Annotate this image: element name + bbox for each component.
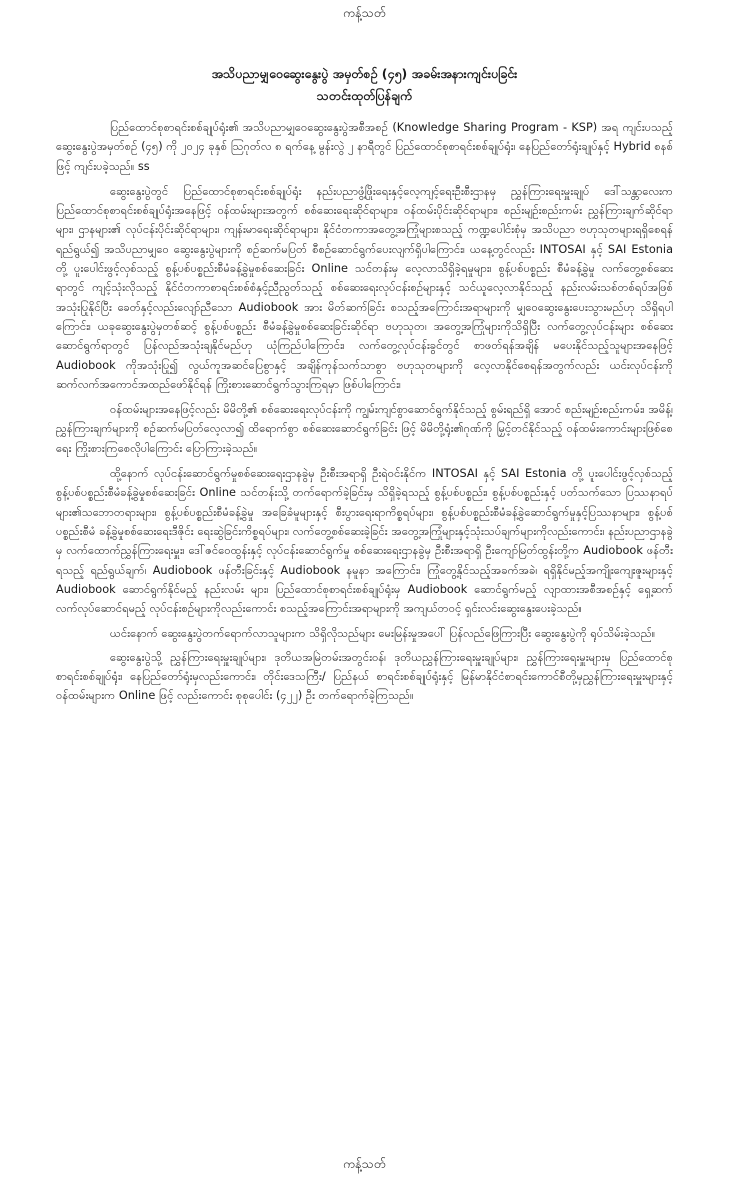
paragraph-5: ယင်းနောက် ဆွေးနွေးပွဲတက်ရောက်လာသူများက သိရှိလိုသည်များ မေးမြန်းမှုအပေါ် ပြန်လည်ဖြေကြားပြီး ဆွေးနွေးပွဲကို ရုပ်သိမ်းခဲ့သည်။: [110, 627, 656, 641]
classification-footer: ကန့်သတ်: [343, 1156, 386, 1171]
paragraph-1: ပြည်ထောင်စုစာရင်းစစ်ချုပ်ရုံး၏ အသိပညာမျှဝေဆွေးနွေးပွဲအစီအစဉ် (Knowledge Sharing Program - KSP) အရ ကျင်းပသည့် ဆွေးနွေးပွဲအမှတ်စဉ် (၄၅) ကို ၂၀၂၄ ခုနှစ် ဩဂုတ်လ ၈ ရက်နေ့ မွန်းလွဲ ၂ နာရီတွင် ပြည်ထောင်စုစာရင်းစစ်ချုပ်ရုံး၊ နေပြည်တော်ရုံးချုပ်နှင့် Hybrid စနစ်ဖြင့် ကျင်းပခဲ့သည်။ ss: [56, 121, 673, 173]
paragraph-4: ထို့နောက် လုပ်ငန်းဆောင်ရွက်မှုစစ်ဆေးရေးဌာနခွဲမှ ဦးစီးအရာရှိ ဦးရဲဝင်းနိုင်က INTOSAI နှင့် SAI Estonia တို့ ပူးပေါင်းဖွင့်လှစ်သည့် စွန့်ပစ်ပစ္စည်းစီမံခန့်ခွဲမှုစစ်ဆေးခြင်း Online သင်တန်းသို့ တက်ရောက်ခဲ့ခြင်းမှ သိရှိခဲ့ရသည့် စွန့်ပစ်ပစ္စည်း၊ စွန့်ပစ်ပစ္စည်းနှင့် ပတ်သက်သော ပြဿနာရပ်များ၏သဘောတရားများ၊ စွန့်ပစ်ပစ္စည်းစီမံခန့်ခွဲမှု အခြေခံမူများနှင့် စီးပွားရေးရာကိစ္စရပ်များ၊ စွန့်ပစ်ပစ္စည်းစီမံခန့်ခွဲဆောင်ရွက်မှုနှင့်ပြဿနာများ၊ စွန့်ပစ်ပစ္စည်းစီမံ ခန့်ခွဲမှုစစ်ဆေးရေးဒီဇိုင်း ရေးဆွဲခြင်းကိစ္စရပ်များ၊ လက်တွေ့စစ်ဆေးခဲ့ခြင်း အတွေ့အကြုံများနှင့်သုံးသပ်ချက်များကိုလည်းကောင်း၊ နည်းပညာဌာနခွဲမှ လက်ထောက်ညွှန်ကြားရေးမှူး၊ ဒေါ်ဇင်ဝေထွန်းနှင့် လုပ်ငန်းဆောင်ရွက်မှု စစ်ဆေးရေးဌာနခွဲမှ ဦးစီးအရာရှိ ဦးကျော်မြတ်ထွန်းတို့က Audiobook ဖန်တီးရသည့် ရည်ရွယ်ချက်၊ Audiobook ဖန်တီးခြင်းနှင့် Audiobook နမူနာ အကြောင်း၊ ကြုံတွေ့နိုင်သည့်အခက်အခဲ၊ ရရှိနိုင်မည့်အကျိုးကျေးဇူးများနှင့် Audiobook ဆောင်ရွက်နိုင်မည့် နည်းလမ်း များ၊ ပြည်ထောင်စုစာရင်းစစ်ချုပ်ရုံးမှ Audiobook ဆောင်ရွက်မည့် လျာထားအစီအစဉ်နှင့် ရှေ့ဆက်လက်လုပ်ဆောင်ရမည့် လုပ်ငန်းစဉ်များကိုလည်းကောင်း စသည့်အကြောင်းအရာများကို အကျယ်တဝင့် ရှင်းလင်းဆွေးနွေးပေးခဲ့သည်။: [56, 467, 673, 616]
document-title: အသိပညာမျှဝေဆွေးနွေးပွဲ အမှတ်စဉ် (၄၅) အခမ်းအနားကျင်းပခြင်း: [211, 66, 518, 81]
paragraph-3: ဝန်ထမ်းများအနေဖြင့်လည်း မိမိတို့၏ စစ်ဆေးရေးလုပ်ငန်းကို ကျွမ်းကျင်စွာဆောင်ရွက်နိုင်သည့် စွမ်းရည်ရှိ အောင် စည်းမျဉ်းစည်းကမ်း၊ အမိန့်၊ ညွှန်ကြားချက်များကို စဉ်ဆက်မပြတ်လေ့လာ၍ ထိရောက်စွာ စစ်ဆေးဆောင်ရွက်ခြင်း ဖြင့် မိမိတို့ရုံး၏ဂုဏ်ကို မြှင့်တင်နိုင်သည့် ဝန်ထမ်းကောင်းများဖြစ်စေရေး ကြိုးစားကြစေလိုပါကြောင်း ပြောကြားခဲ့သည်။: [56, 403, 673, 455]
document-body: [56, 118, 673, 712]
paragraph-2: ဆွေးနွေးပွဲတွင် ပြည်ထောင်စုစာရင်းစစ်ချုပ်ရုံး နည်းပညာဖွံ့ဖြိုးရေးနှင့်လေ့ကျင့်ရေးဦးစီးဌာနမှ ညွှန်ကြားရေးမှူးချုပ် ဒေါ်သန္တာလေးက ပြည်ထောင်စုစာရင်းစစ်ချုပ်ရုံးအနေဖြင့် ဝန်ထမ်းများအတွက် စစ်ဆေးရေးဆိုင်ရာများ၊ ဝန်ထမ်းပိုင်းဆိုင်ရာများ၊ စည်းမျဉ်းစည်းကမ်း ညွှန်ကြားချက်ဆိုင်ရာများ၊ ဌာနများ၏ လုပ်ငန်းပိုင်းဆိုင်ရာများ၊ ကျန်းမာရေးဆိုင်ရာများ၊ နိုင်ငံတကာအတွေ့အကြုံများစသည့် ကဏ္ဍပေါင်းစုံမှ အသိပညာ ဗဟုသုတများရရှိစေရန် ရည်ရွယ်၍ အသိပညာမျှဝေ ဆွေးနွေးပွဲများကို စဉ်ဆက်မပြတ် စီစဉ်ဆောင်ရွက်ပေးလျက်ရှိပါကြောင်း၊ ယနေ့တွင်လည်း INTOSAI နှင့် SAI Estonia တို့ ပူးပေါင်းဖွင့်လှစ်သည့် စွန့်ပစ်ပစ္စည်းစီမံခန့်ခွဲမှုစစ်ဆေးခြင်း Online သင်တန်းမှ လေ့လာသိရှိခဲ့ရမှုများ၊ စွန့်ပစ်ပစ္စည်း စီမံခန့်ခွဲမှု လက်တွေ့စစ်ဆေးရာတွင် ကျင့်သုံးလိုသည့် နိုင်ငံတကာစာရင်းစစ်စံနှင့်ညီညွတ်သည့် စစ်ဆေးရေးလုပ်ငန်းစဉ်များနှင့် သင်ယူလေ့လာနိုင်သည့် နည်းလမ်းသစ်တစ်ရပ်အဖြစ် အသုံးပြုနိုင်ပြီး ခေတ်နှင့်လည်းလျော်ညီသော Audiobook အား မိတ်ဆက်ခြင်း စသည့်အကြောင်းအရာများကို မျှဝေဆွေးနွေးပေးသွားမည်ဟု သိရှိရပါကြောင်း၊ ယခုဆွေးနွေးပွဲမှတစ်ဆင့် စွန့်ပစ်ပစ္စည်း စီမံခန့်ခွဲမှုစစ်ဆေးခြင်းဆိုင်ရာ ဗဟုသုတ၊ အတွေ့အကြုံများကိုသိရှိပြီး လက်တွေ့လုပ်ငန်းများ စစ်ဆေးဆောင်ရွက်ရာတွင် ပြန်လည်အသုံးချနိုင်မည်ဟု ယုံကြည်ပါကြောင်း၊ လက်တွေ့လုပ်ငန်းခွင်တွင် စာဖတ်ရန်အချိန် မပေးနိုင်သည့်သူများအနေဖြင့် Audiobook ကိုအသုံးပြု၍ လွယ်ကူအဆင်ပြေစွာနှင့် အချိန်ကုန်သက်သာစွာ ဗဟုသုတများကို လေ့လာနိုင်စေရန်အတွက်လည်း ယင်းလုပ်ငန်းကို ဆက်လက်အကောင်အထည်ဖော်နိုင်ရန် ကြိုးစားဆောင်ရွက်သွားကြရမှာ ဖြစ်ပါကြောင်း၊: [56, 184, 673, 391]
paragraph-6: ဆွေးနွေးပွဲသို့ ညွှန်ကြားရေးမှူးချုပ်များ၊ ဒုတိယအမြဲတမ်းအတွင်းဝန်၊ ဒုတိယညွှန်ကြားရေးမှူးချုပ်များ၊ ညွှန်ကြားရေးမှူးများမှ ပြည်ထောင်စုစာရင်းစစ်ချုပ်ရုံး၊ နေပြည်တော်ရုံးမှလည်းကောင်း၊ တိုင်းဒေသကြီး/ ပြည်နယ် စာရင်းစစ်ချုပ်ရုံးနှင့် မြန်မာနိုင်ငံစာရင်းကောင်စီတို့မှညွှန်ကြားရေးမှူးများနှင့်ဝန်ထမ်းများက Online ဖြင့် လည်းကောင်း စုစုပေါင်း (၄၂၂) ဦး တက်ရောက်ခဲ့ကြသည်။: [56, 650, 673, 703]
classification-header: ကန့်သတ်: [343, 5, 386, 20]
document-subtitle: သတင်းထုတ်ပြန်ချက်: [316, 88, 413, 103]
